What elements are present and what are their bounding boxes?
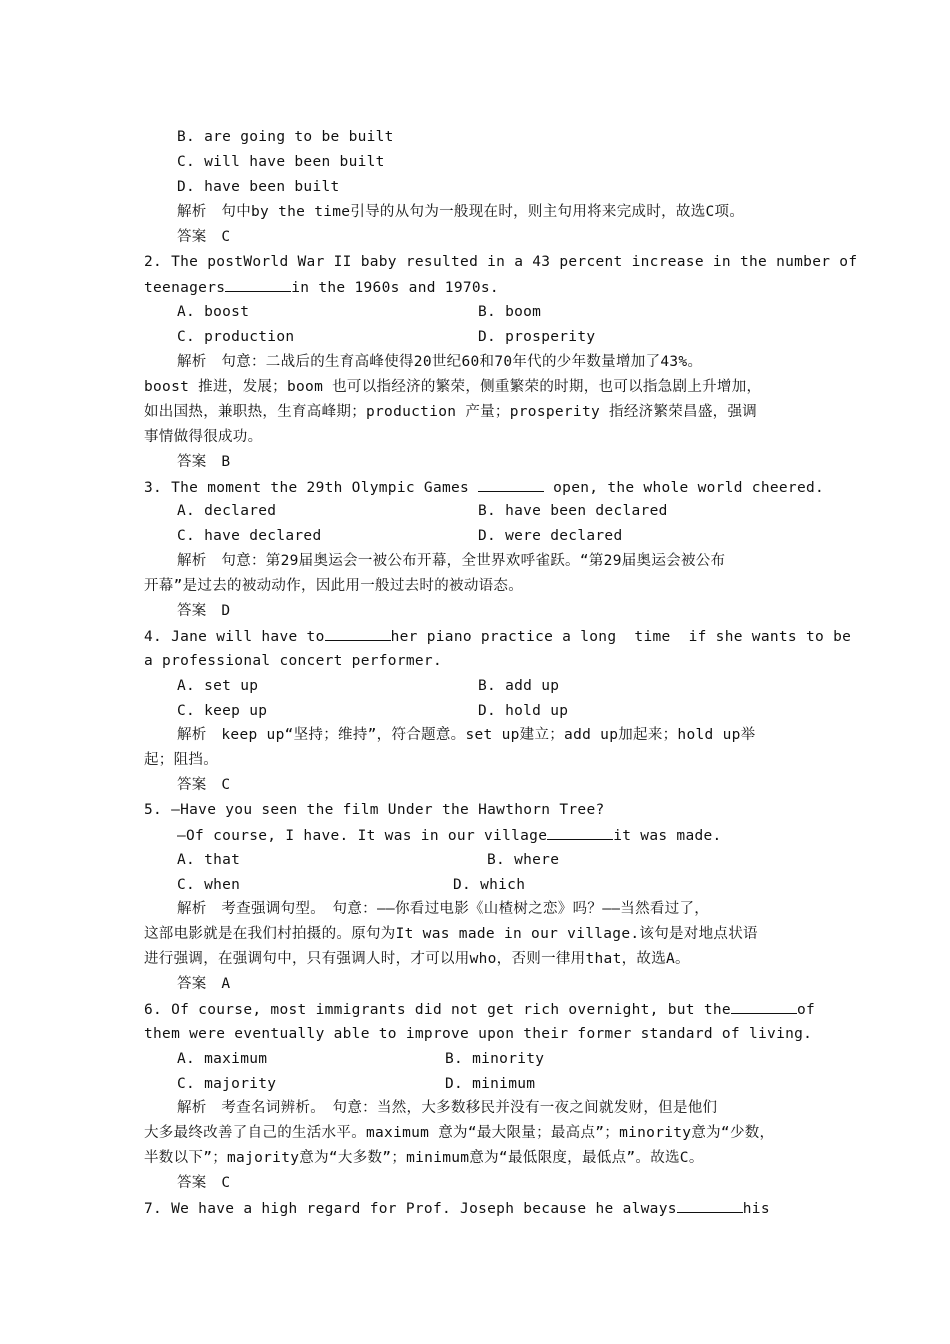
q7-stem-part1: 7. We have a high regard for Prof. Joseph because he always — [144, 1201, 677, 1217]
q5-analysis-line3: 进行强调，在强调句中，只有强调人时，才可以用who，否则一律用that，故选A。 — [144, 951, 690, 967]
q2-stem-part1: teenagers — [144, 280, 226, 296]
q2-option-a: A. boost — [177, 304, 250, 320]
q1-option-c: C. will have been built — [177, 154, 385, 170]
q4-stem-part1: 4. Jane will have to — [144, 629, 325, 645]
q2-stem-part2: in the 1960s and 1970s. — [291, 280, 499, 296]
q2-analysis-line4: 事情做得很成功。 — [144, 429, 263, 445]
q5-stem-line2 — [177, 825, 722, 846]
answer-blank — [547, 825, 613, 840]
q6-option-c: C. majority — [177, 1076, 277, 1092]
q3-stem-part2: open, the whole world cheered. — [544, 480, 825, 496]
answer-blank — [677, 1198, 743, 1213]
q4-stem-part2: her piano practice a long time if she wants to be — [390, 629, 852, 645]
q6-stem-line2: them were eventually able to improve upon their former standard of living. — [144, 1026, 813, 1042]
q2-option-d: D. prosperity — [478, 329, 596, 345]
q6-analysis-line2: 大多最终改善了自己的生活水平。maximum 意为“最大限量；最高点”；minority意为“少数， — [144, 1125, 775, 1141]
q2-analysis-line1: 解析 句意：二战后的生育高峰使得20世纪60和70年代的少年数量增加了43%。 — [177, 354, 703, 370]
q6-stem-line1 — [144, 999, 815, 1020]
q6-stem-part2: of — [796, 1002, 815, 1018]
q1-option-d: D. have been built — [177, 179, 340, 195]
q4-option-b: B. add up — [478, 678, 560, 694]
q5-option-c: C. when — [177, 877, 241, 893]
q6-answer: 答案 C — [177, 1175, 231, 1191]
q4-option-a: A. set up — [177, 678, 259, 694]
q5-option-d: D. which — [453, 877, 526, 893]
q5-analysis-line1: 解析 考查强调句型。 句意：——你看过电影《山楂树之恋》吗？——当然看过了， — [177, 901, 710, 917]
q5-stem-line1: 5. —Have you seen the film Under the Hawthorn Tree? — [144, 802, 605, 818]
q5-answer: 答案 A — [177, 976, 231, 992]
q3-stem-part1: 3. The moment the 29th Olympic Games — [144, 480, 479, 496]
q3-stem — [144, 477, 824, 498]
q6-option-a: A. maximum — [177, 1051, 268, 1067]
q2-stem-line1: 2. The postWorld War II baby resulted in a 43 percent increase in the number of — [144, 254, 858, 270]
q1-option-b: B. are going to be built — [177, 129, 394, 145]
q4-answer: 答案 C — [177, 777, 231, 793]
q6-option-b: B. minority — [445, 1051, 545, 1067]
q5-option-a: A. that — [177, 852, 241, 868]
q2-analysis-line3: 如出国热，兼职热，生育高峰期；production 产量；prosperity 指经济繁荣昌盛，强调 — [144, 404, 758, 420]
q3-option-c: C. have declared — [177, 528, 322, 544]
q4-option-c: C. keep up — [177, 703, 268, 719]
q3-answer: 答案 D — [177, 603, 231, 619]
q3-analysis-line2: 开幕”是过去的被动动作，因此用一般过去时的被动语态。 — [144, 578, 524, 594]
q7-stem-part2: his — [742, 1201, 770, 1217]
answer-blank — [478, 477, 544, 492]
q6-option-d: D. minimum — [445, 1076, 536, 1092]
q2-answer: 答案 B — [177, 454, 231, 470]
q5-stem-part1: —Of course, I have. It was in our village — [177, 828, 548, 844]
q6-analysis-line1: 解析 考查名词辨析。 句意：当然，大多数移民并没有一夜之间就发财，但是他们 — [177, 1100, 718, 1116]
q6-analysis-line3: 半数以下”；majority意为“大多数”；minimum意为“最低限度，最低点”。故选C。 — [144, 1150, 704, 1166]
q2-stem-line2 — [144, 277, 499, 298]
q3-analysis-line1: 解析 句意：第29届奥运会一被公布开幕，全世界欢呼雀跃。“第29届奥运会被公布 — [177, 553, 726, 569]
q4-stem-line1 — [144, 626, 851, 647]
q4-analysis-line1: 解析 keep up“坚持；维持”，符合题意。set up建立；add up加起来；hold up举 — [177, 727, 756, 743]
q3-option-d: D. were declared — [478, 528, 623, 544]
q3-option-a: A. declared — [177, 503, 277, 519]
answer-blank — [731, 999, 797, 1014]
q5-analysis-line2: 这部电影就是在我们村拍摄的。原句为It was made in our village.该句是对地点状语 — [144, 926, 758, 942]
q1-answer: 答案 C — [177, 229, 231, 245]
q7-stem-line1 — [144, 1198, 770, 1219]
q4-option-d: D. hold up — [478, 703, 569, 719]
answer-blank — [325, 626, 391, 641]
q2-option-c: C. production — [177, 329, 295, 345]
q2-analysis-line2: boost 推进，发展；boom 也可以指经济的繁荣，侧重繁荣的时期，也可以指急剧上升增加， — [144, 379, 762, 395]
q4-stem-line2: a professional concert performer. — [144, 653, 442, 669]
q3-option-b: B. have been declared — [478, 503, 668, 519]
q4-analysis-line2: 起；阻挡。 — [144, 752, 218, 768]
q2-option-b: B. boom — [478, 304, 542, 320]
q6-stem-part1: 6. Of course, most immigrants did not get rich overnight, but the — [144, 1002, 731, 1018]
answer-blank — [225, 277, 291, 292]
q1-analysis: 解析 句中by the time引导的从句为一般现在时，则主句用将来完成时，故选C项。 — [177, 204, 745, 220]
q5-option-b: B. where — [487, 852, 560, 868]
q5-stem-part2: it was made. — [613, 828, 722, 844]
